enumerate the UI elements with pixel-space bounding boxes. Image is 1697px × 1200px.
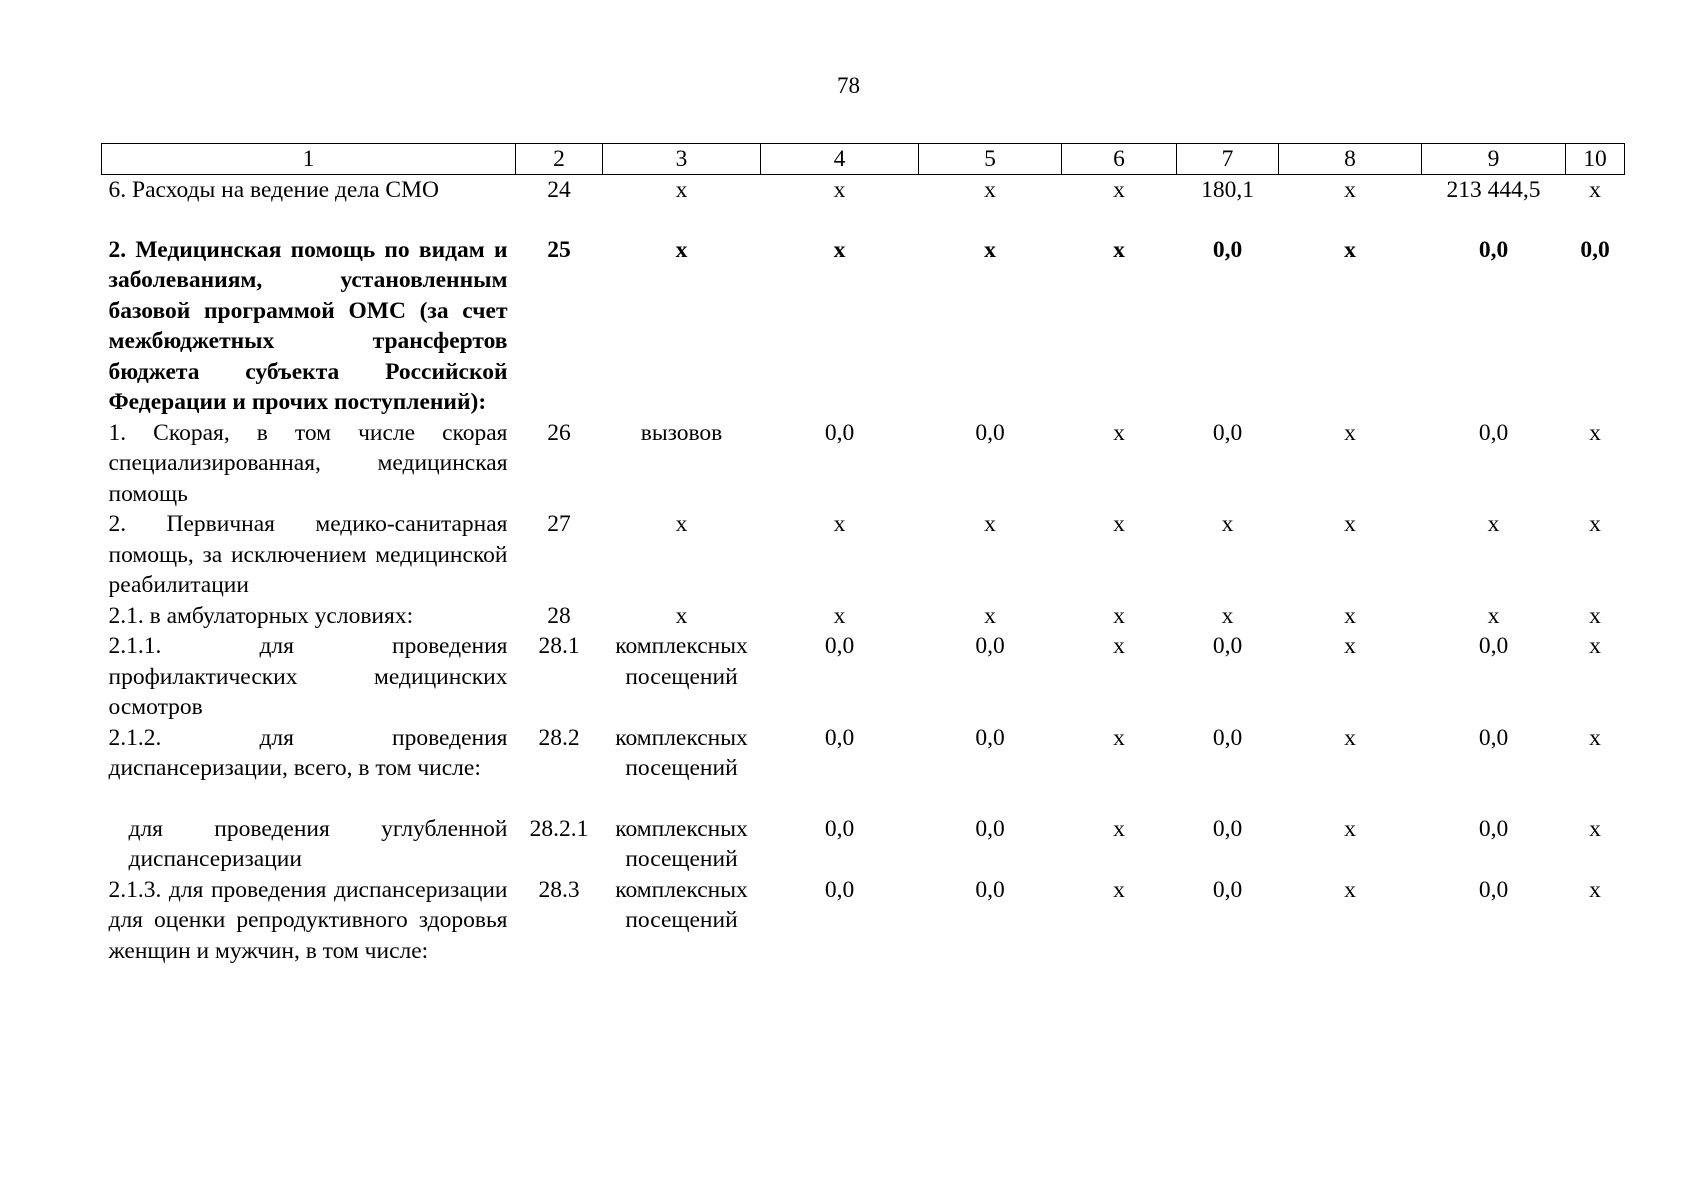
cell-col7: 180,1 bbox=[1201, 177, 1254, 203]
row-unit: комплексных посещений bbox=[615, 876, 748, 933]
cell-col9: 0,0 bbox=[1478, 724, 1509, 751]
row-unit: комплексных посещений bbox=[615, 633, 748, 690]
cell-col10: 0,0 bbox=[1580, 236, 1610, 263]
row-unit: комплексных посещений bbox=[615, 815, 748, 872]
cell-col10: х bbox=[1589, 511, 1601, 537]
page-number bbox=[0, 72, 1697, 100]
cell-col7: 0,0 bbox=[1212, 876, 1243, 903]
table-row bbox=[102, 784, 1625, 875]
expenses-table bbox=[101, 143, 1625, 966]
cell-col6: х bbox=[1113, 236, 1125, 263]
column-header: 7 bbox=[1177, 144, 1279, 175]
cell-col5: 0,0 bbox=[975, 724, 1005, 751]
cell-col6: х bbox=[1113, 633, 1125, 659]
table-row bbox=[102, 631, 1625, 723]
column-header: 4 bbox=[761, 144, 919, 175]
cell-col6: х bbox=[1113, 419, 1125, 446]
cell-col4: 0,0 bbox=[824, 815, 855, 842]
cell-col5: 0,0 bbox=[975, 815, 1005, 842]
row-code: 28.2 bbox=[538, 724, 580, 751]
table-body bbox=[102, 175, 1625, 967]
row-code: 28.1 bbox=[538, 633, 580, 659]
row-code: 25 bbox=[547, 236, 571, 263]
row-code: 24 bbox=[547, 177, 571, 203]
table-header bbox=[102, 144, 1625, 175]
row-unit: х bbox=[675, 511, 688, 537]
cell-col7: 0,0 bbox=[1212, 236, 1243, 263]
cell-col9: 0,0 bbox=[1478, 815, 1509, 842]
page-number-text: 78 bbox=[837, 73, 860, 98]
column-header: 10 bbox=[1566, 144, 1625, 175]
cell-col4: 0,0 bbox=[824, 724, 855, 751]
cell-col4: х bbox=[833, 236, 846, 263]
cell-col9: 213 444,5 bbox=[1446, 177, 1541, 203]
cell-col4: х bbox=[833, 602, 846, 629]
row-unit: вызовов bbox=[640, 419, 723, 446]
table-row bbox=[102, 418, 1625, 510]
table-row bbox=[102, 509, 1625, 601]
row-code: 27 bbox=[547, 511, 571, 537]
cell-col5: х bbox=[984, 511, 996, 537]
cell-col5: х bbox=[984, 236, 996, 263]
cell-col10: х bbox=[1589, 724, 1601, 751]
row-name: 1. Скорая, в том числе скорая специализированная, медицинская помощь bbox=[108, 419, 508, 507]
cell-col10: х bbox=[1589, 177, 1601, 203]
row-name: 2. Первичная медико-санитарная помощь, за исключением медицинской реабилитации bbox=[108, 511, 508, 598]
cell-col7: 0,0 bbox=[1212, 633, 1243, 659]
row-name: для проведения углубленной диспансеризации bbox=[128, 815, 508, 872]
row-unit: комплексных посещений bbox=[615, 724, 748, 781]
cell-col6: х bbox=[1113, 602, 1125, 629]
column-number-row bbox=[102, 144, 1625, 175]
column-header: 2 bbox=[516, 144, 603, 175]
cell-col4: 0,0 bbox=[824, 419, 855, 446]
cell-col4: 0,0 bbox=[824, 633, 855, 659]
cell-col4: х bbox=[833, 177, 846, 203]
column-header: 5 bbox=[919, 144, 1062, 175]
row-code: 28 bbox=[547, 602, 571, 629]
cell-col9: 0,0 bbox=[1478, 419, 1509, 446]
cell-col9: х bbox=[1487, 511, 1500, 537]
row-code: 26 bbox=[547, 419, 571, 446]
cell-col9: 0,0 bbox=[1478, 633, 1509, 659]
cell-col8: х bbox=[1344, 511, 1356, 537]
cell-col10: х bbox=[1589, 419, 1601, 446]
table-row bbox=[102, 723, 1625, 784]
cell-col9: 0,0 bbox=[1478, 876, 1509, 903]
column-header: 8 bbox=[1279, 144, 1422, 175]
cell-col4: х bbox=[833, 511, 846, 537]
cell-col8: х bbox=[1344, 724, 1356, 751]
row-unit: х bbox=[675, 602, 688, 629]
cell-col5: 0,0 bbox=[975, 876, 1005, 903]
table-row bbox=[102, 601, 1625, 632]
cell-col7: х bbox=[1221, 602, 1234, 629]
cell-col10: х bbox=[1589, 602, 1601, 629]
table-row bbox=[102, 206, 1625, 418]
table-row bbox=[102, 175, 1625, 206]
column-header: 9 bbox=[1422, 144, 1566, 175]
cell-col5: 0,0 bbox=[975, 633, 1005, 659]
cell-col8: х bbox=[1344, 876, 1356, 903]
column-header: 1 bbox=[102, 144, 516, 175]
column-header: 6 bbox=[1062, 144, 1177, 175]
cell-col10: х bbox=[1589, 876, 1601, 903]
cell-col10: х bbox=[1589, 633, 1601, 659]
row-name: 2.1. в амбулаторных условиях: bbox=[108, 602, 414, 629]
cell-col8: х bbox=[1344, 633, 1356, 659]
column-header: 3 bbox=[603, 144, 761, 175]
cell-col8: х bbox=[1344, 815, 1356, 842]
cell-col7: х bbox=[1221, 511, 1234, 537]
cell-col7: 0,0 bbox=[1212, 724, 1243, 751]
row-name: 2. Медицинская помощь по видам и заболеваниям, установленным базовой программой ОМС (за счет межбюджетных трансфертов бюджета субъекта Российской Федерации и прочих поступлений): bbox=[108, 236, 508, 415]
row-name: 2.1.2. для проведения диспансеризации, всего, в том числе: bbox=[108, 724, 508, 781]
cell-col9: х bbox=[1487, 602, 1500, 629]
cell-col6: х bbox=[1113, 876, 1125, 903]
cell-col7: 0,0 bbox=[1212, 419, 1243, 446]
row-unit: х bbox=[675, 236, 688, 263]
row-name: 2.1.1. для проведения профилактических медицинских осмотров bbox=[108, 633, 508, 720]
cell-col8: х bbox=[1344, 177, 1356, 203]
row-code: 28.3 bbox=[538, 876, 580, 903]
cell-col7: 0,0 bbox=[1212, 815, 1243, 842]
cell-col5: х bbox=[984, 602, 996, 629]
cell-col6: х bbox=[1113, 177, 1125, 203]
row-name: 2.1.3. для проведения диспансеризации для оценки репродуктивного здоровья женщин и мужчин, в том числе: bbox=[108, 876, 508, 964]
cell-col6: х bbox=[1113, 724, 1125, 751]
cell-col6: х bbox=[1113, 815, 1125, 842]
cell-col4: 0,0 bbox=[824, 876, 855, 903]
cell-col10: х bbox=[1589, 815, 1601, 842]
row-name: 6. Расходы на ведение дела СМО bbox=[108, 177, 439, 203]
cell-col8: х bbox=[1344, 602, 1356, 629]
cell-col9: 0,0 bbox=[1478, 236, 1509, 263]
row-code: 28.2.1 bbox=[529, 815, 589, 842]
row-unit: х bbox=[675, 177, 688, 203]
cell-col5: х bbox=[984, 177, 996, 203]
cell-col5: 0,0 bbox=[975, 419, 1005, 446]
table-row bbox=[102, 875, 1625, 967]
cell-col6: х bbox=[1113, 511, 1125, 537]
cell-col8: х bbox=[1344, 236, 1356, 263]
cell-col8: х bbox=[1344, 419, 1356, 446]
